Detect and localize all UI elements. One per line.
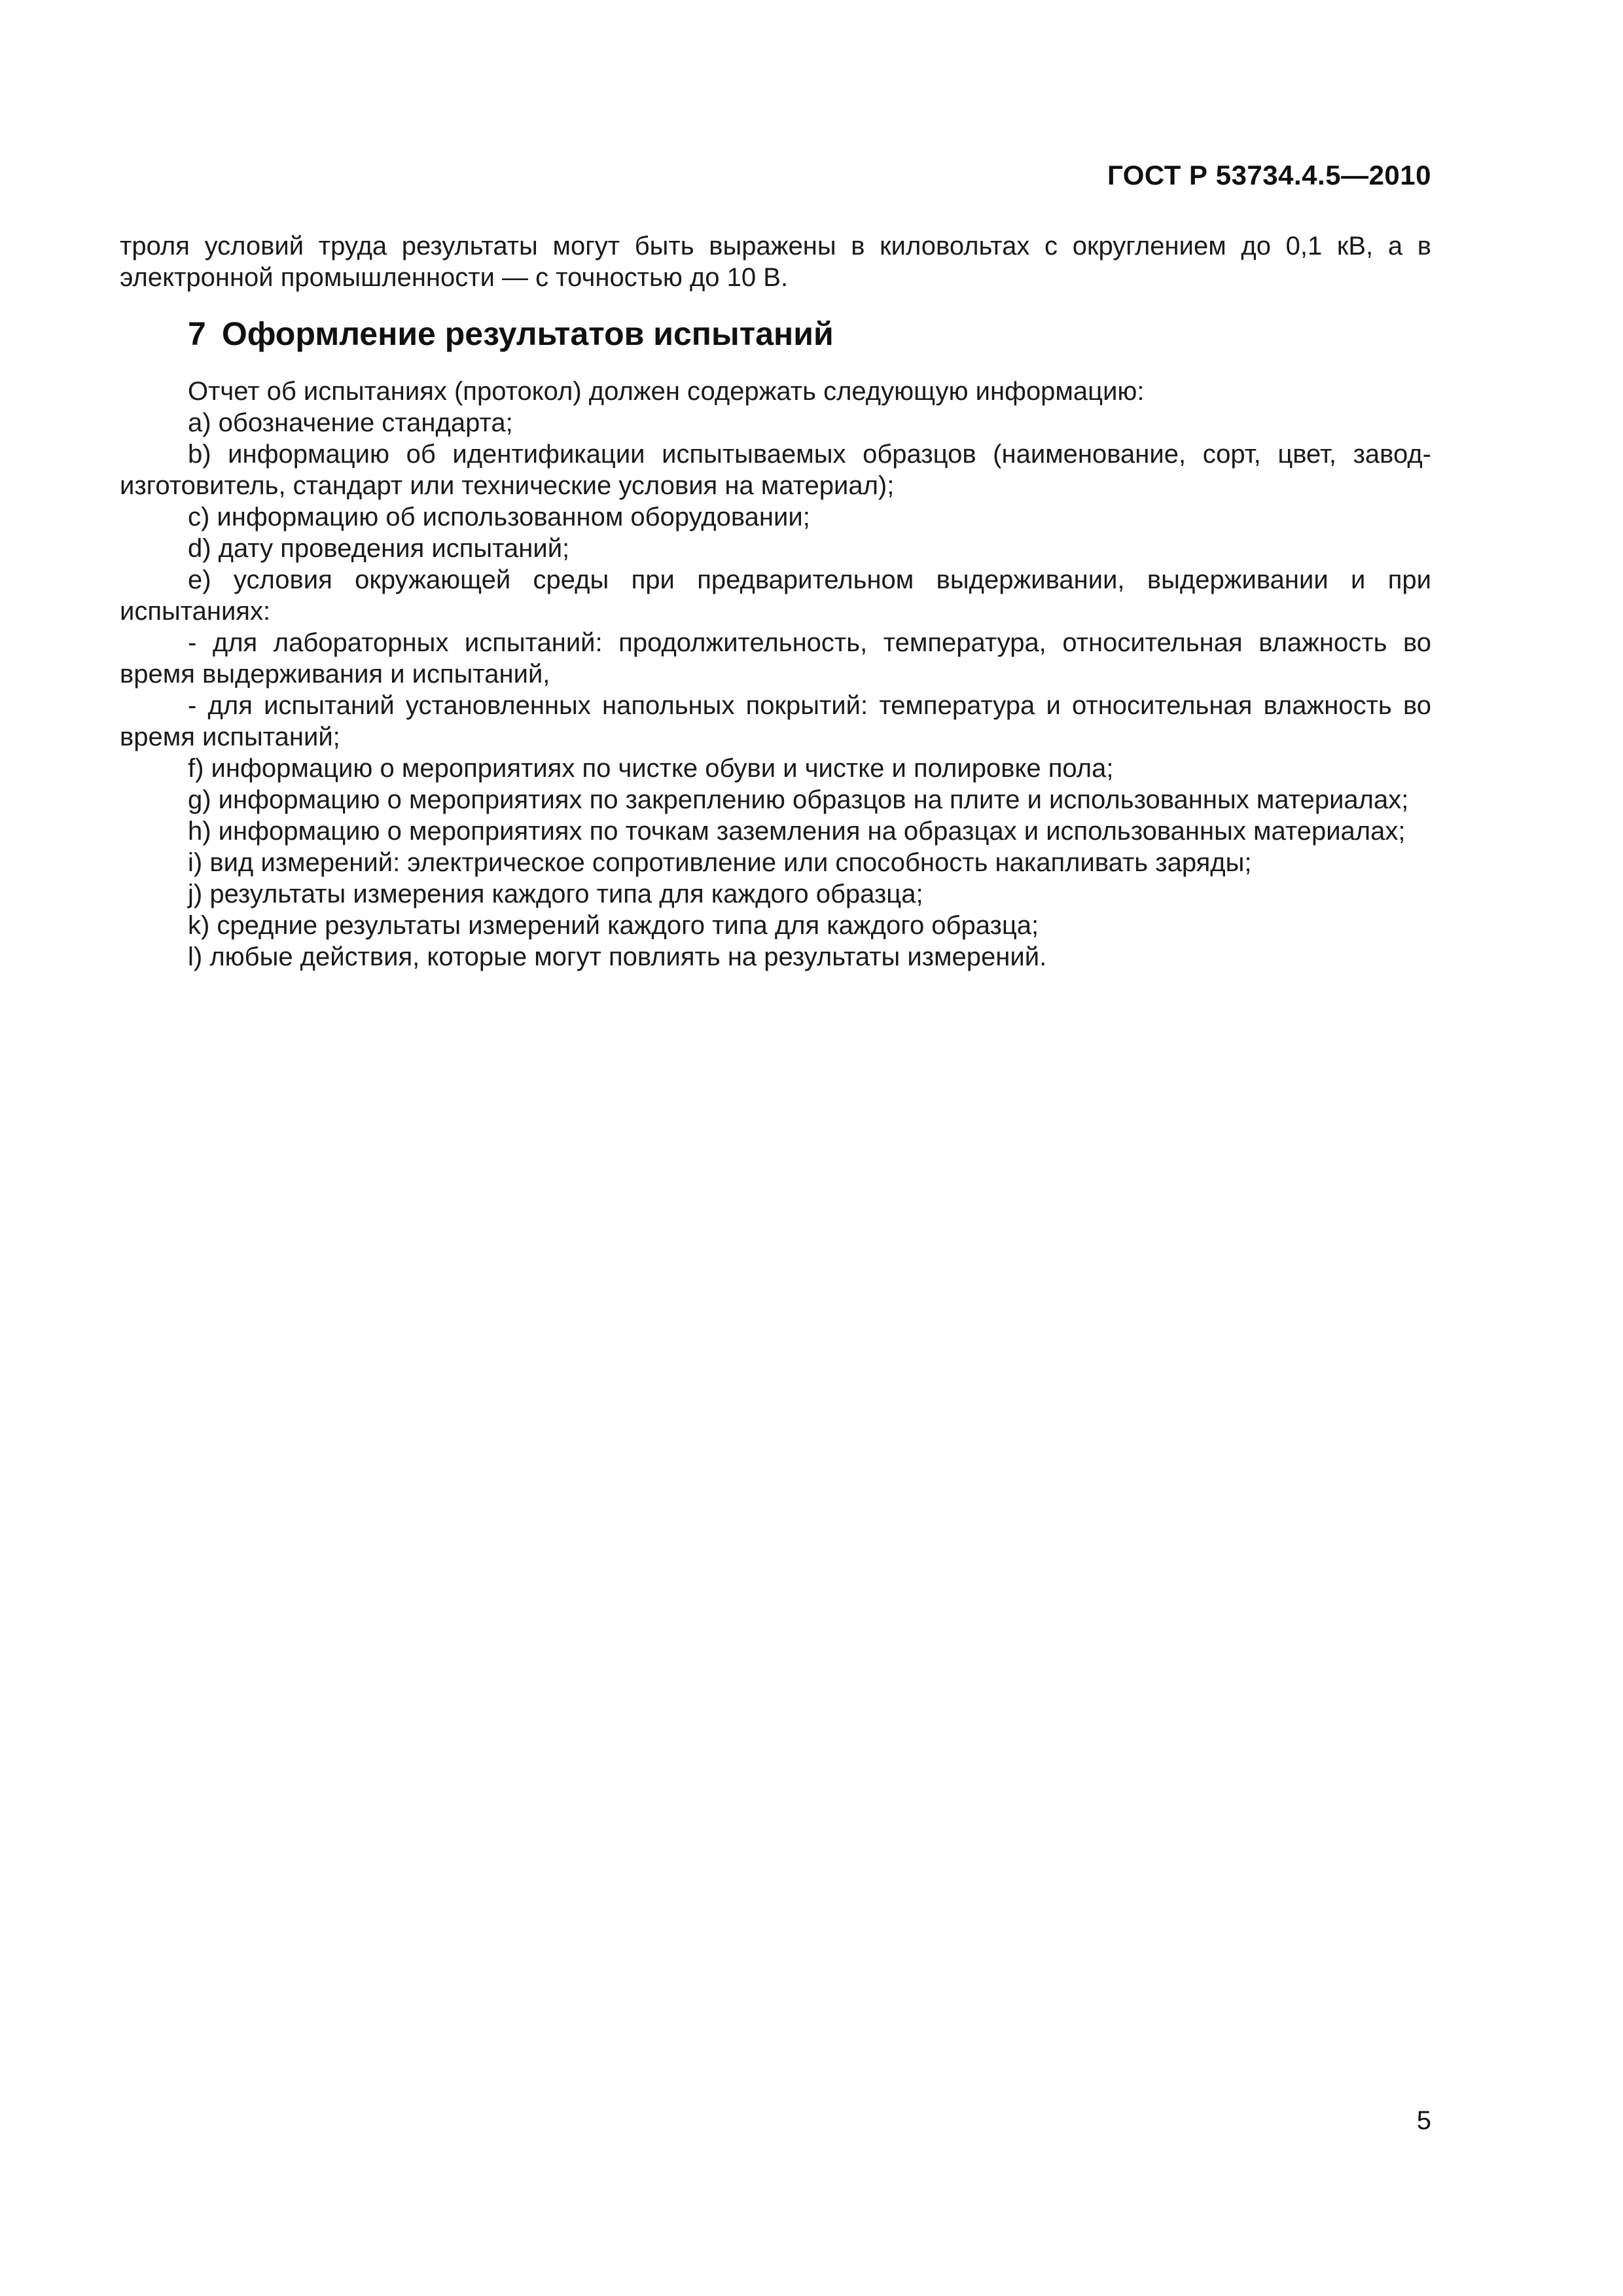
page-content [120,230,1431,973]
section-intro: Отчет об испытаниях (протокол) должен содержать следующую информацию: [188,377,1145,406]
sub-item-laboratory: - для лабораторных испытаний: продолжительность, температура, относительная влажность во время выдерживания и испытаний, [120,628,1431,689]
continuation-paragraph: троля условий труда результаты могут быть выражены в киловольтах с округлением до 0,1 кВ, а в электронной промышленности — с точностью до 10 В. [120,232,1431,292]
list-item-c: c) информацию об использованном оборудовании; [188,503,810,531]
list-item-f: f) информацию о мероприятиях по чистке обуви и чистке и полировке пола; [188,754,1114,783]
document-code: ГОСТ Р 53734.4.5—2010 [1107,160,1431,190]
list-item-k: k) средние результаты измерений каждого типа для каждого образца; [188,911,1039,940]
sub-item-installed-floors: - для испытаний установленных напольных покрытий: температура и относительная влажность во время испытаний; [120,691,1431,751]
list-item-i: i) вид измерений: электрическое сопротивление или способность накапливать заряды; [188,848,1252,877]
section-heading [120,314,1431,353]
list-item-b: b) информацию об идентификации испытываемых образцов (наименование, сорт, цвет, завод-изготовитель, стандарт или технические условия на материал); [120,440,1431,500]
section-title: Оформление результатов испытаний [221,315,834,352]
list-item-e: e) условия окружающей среды при предварительном выдерживании, выдерживании и при испытаниях: [120,565,1431,626]
list-item-a: a) обозначение стандарта; [188,408,513,437]
page-number: 5 [1416,2106,1431,2135]
list-item-g: g) информацию о мероприятиях по закреплению образцов на плите и использованных материалах; [188,785,1409,814]
list-item-l: l) любые действия, которые могут повлиять на результаты измерений. [188,942,1047,971]
list-item-h: h) информацию о мероприятиях по точкам заземления на образцах и использованных материалах; [188,817,1406,846]
list-item-j: j) результаты измерения каждого типа для каждого образца; [188,880,923,908]
list-item-d: d) дату проведения испытаний; [188,534,570,563]
section-number: 7 [188,315,206,352]
